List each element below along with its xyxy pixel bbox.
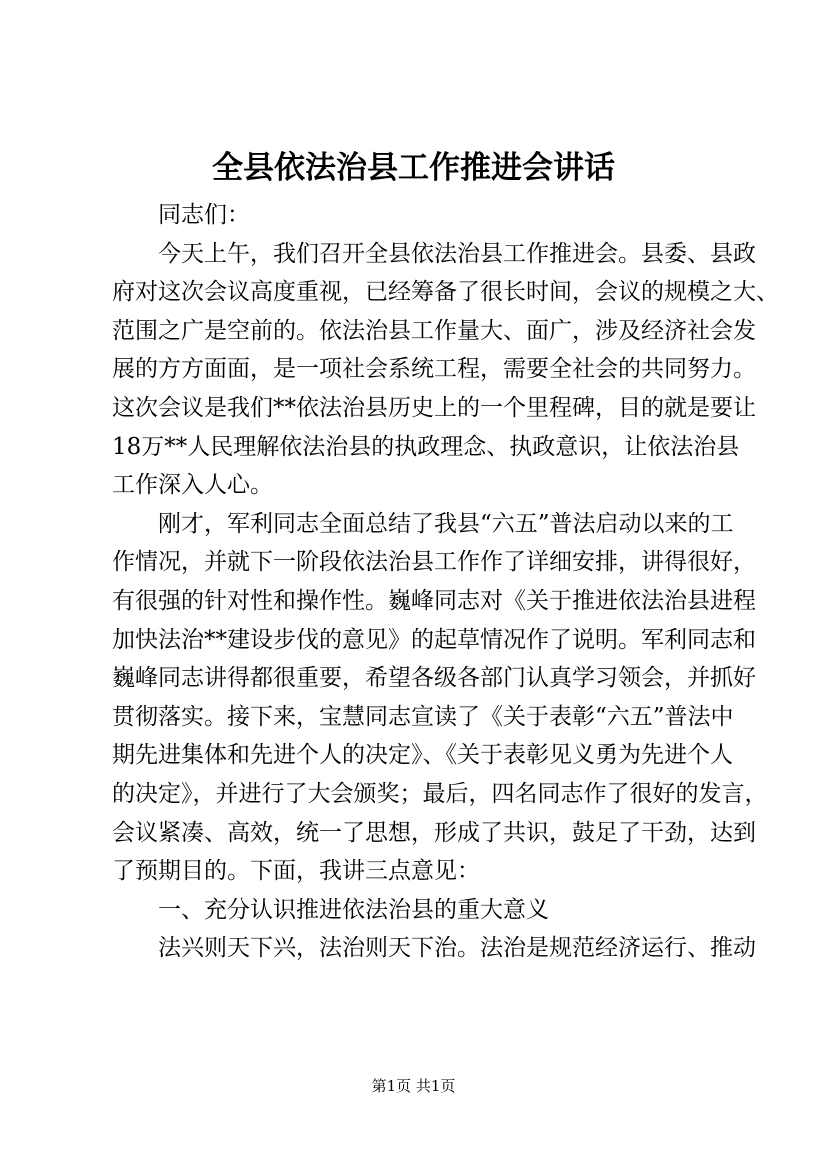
document-title: 全县依法治县工作推进会讲话	[212, 150, 615, 186]
text-line: 期先进集体和先进个人的决定》、《关于表彰见义勇为先进个人	[112, 742, 733, 769]
text-line: 作情况，并就下一阶段依法治县工作作了详细安排，讲得很好，	[112, 549, 756, 576]
text-line: 这次会议是我们**依法治县历史上的一个里程碑，目的就是要让	[112, 394, 756, 421]
text-line: 刚才，军利同志全面总结了我县“六五”普法启动以来的工	[158, 510, 734, 537]
text-line: 有很强的针对性和操作性。巍峰同志对《关于推进依法治县进程	[112, 587, 756, 614]
text-line: 会议紧凑、高效，统一了思想，形成了共识，鼓足了干劲，达到	[112, 819, 756, 846]
document-body	[112, 196, 779, 968]
text-line: 的决定》，并进行了大会颁奖；最后，四名同志作了很好的发言，	[112, 780, 768, 807]
text-line: 展的方方面面，是一项社会系统工程，需要全社会的共同努力。	[112, 356, 756, 383]
text-line: 今天上午，我们召开全县依法治县工作推进会。县委、县政	[158, 240, 756, 267]
text-line: 贯彻落实。接下来，宝慧同志宣读了《关于表彰“六五”普法中	[112, 703, 734, 730]
text-line: 加快法治**建设步伐的意见》的起草情况作了说明。军利同志和	[112, 626, 756, 653]
text-line: 18万**人民理解依法治县的执政理念、执政意识，让依法治县	[112, 433, 740, 460]
text-line: 工作深入人心。	[112, 472, 273, 499]
text-line: 范围之广是空前的。依法治县工作量大、面广，涉及经济社会发	[112, 317, 756, 344]
text-line: 一、充分认识推进依法治县的重大意义	[158, 896, 549, 923]
page-footer: 第1页 共1页	[371, 1077, 456, 1095]
text-line: 府对这次会议高度重视，已经筹备了很长时间，会议的规模之大、	[112, 279, 779, 306]
text-line: 了预期目的。下面，我讲三点意见：	[112, 858, 480, 885]
text-line: 同志们：	[158, 202, 250, 228]
text-line: 法兴则天下兴，法治则天下治。法治是规范经济运行、推动	[158, 935, 756, 962]
text-line: 巍峰同志讲得都很重要，希望各级各部门认真学习领会，并抓好	[112, 665, 756, 692]
